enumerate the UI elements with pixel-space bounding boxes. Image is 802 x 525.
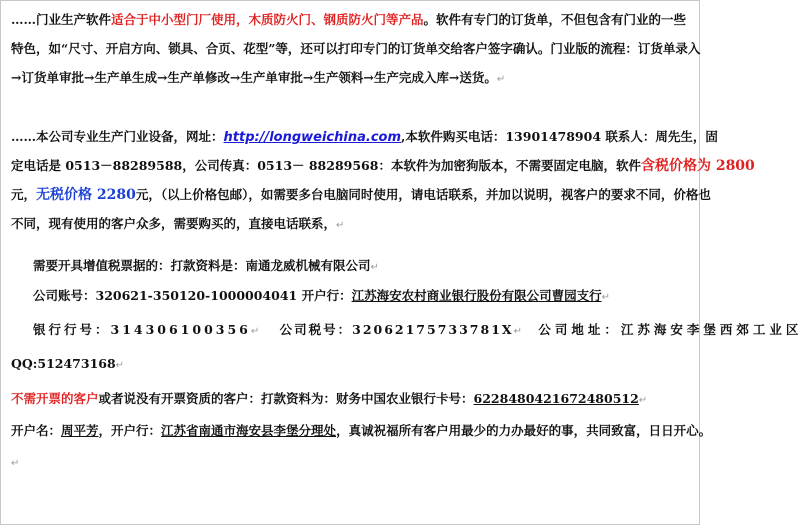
bank-line1: [33, 257, 691, 277]
bank-line6: [11, 422, 712, 440]
text-customers: 不同，现有使用的客户众多，需要购买的，直接电话联系，: [11, 216, 337, 231]
price-without-tax: 无税价格 2280: [36, 187, 136, 203]
text-contact: ,本软件购买电话：13901478904 联系人：周先生，固: [401, 129, 718, 144]
paragraph-mark: ↵: [496, 74, 506, 85]
text-branch-name: 江苏省南通市海安县李堡分理处: [161, 423, 337, 438]
text-card-info: 或者说没有开票资质的客户：打款资料为：财务中国农业银行卡号：: [98, 391, 474, 406]
para1-line3: [11, 69, 691, 89]
bank-line7: [11, 453, 691, 473]
price-with-tax: 含税价格为 2800: [640, 158, 755, 174]
paragraph-mark: ↵: [638, 395, 648, 406]
text-invoice-info: 需要开具增值税票据的：打款资料是：南通龙威机械有限公司: [33, 258, 371, 273]
paragraph-mark: ↵: [115, 360, 125, 371]
para2-line4: [11, 215, 691, 235]
text-qq: QQ:512473168: [11, 356, 116, 371]
para1-line1: [11, 11, 691, 29]
paragraph-mark: ↵: [370, 262, 379, 273]
bank-line4: [11, 355, 691, 375]
bank-line2: [33, 287, 691, 307]
text-company-address: 公司地址：江苏海安李堡西郊工业区: [538, 322, 802, 337]
para2-line3: [11, 186, 711, 204]
bank-line5: [11, 390, 691, 410]
text-yuan: 元，: [11, 187, 37, 202]
paragraph-mark: ↵: [513, 326, 522, 337]
text-intro: ……门业生产软件: [11, 12, 112, 27]
para1-line2: [11, 40, 701, 58]
text-workflow: →订货单审批→生产单生成→生产单修改→生产单审批→生产领料→生产完成入库→送货。: [11, 70, 497, 85]
paragraph-mark: ↵: [11, 458, 20, 469]
text-pricing-note: 元，（以上价格包邮），如需要多台电脑同时使用，请电话联系，并加以说明，视客户的要求不同，价格也: [135, 187, 711, 202]
text-card-number: 6228480421672480512: [473, 391, 639, 406]
para2-line1: [11, 128, 718, 147]
text-account-name: 周平芳: [61, 423, 99, 438]
highlight-target-products: 适合于中小型门厂使用，木质防火门、钢质防火门等产品: [111, 12, 424, 27]
paragraph-mark: ↵: [601, 292, 610, 303]
text-tax-id: 公司税号：32062175733781X: [279, 322, 514, 337]
text-phone-fax: 定电话是 0513－88289588，公司传真：0513－ 88289568：本软件为加密狗版本，不需要固定电脑，软件: [11, 158, 641, 173]
text-bank-code: 银行行号：314306100356: [33, 322, 251, 337]
text-intro-cont: 。软件有专门的订货单，不但包含有门业的一些: [423, 12, 687, 27]
website-link[interactable]: http://longweichina.com: [223, 130, 401, 145]
text-account-number: 公司账号：320621-350120-1000004041 开户行：: [33, 288, 352, 303]
text-no-invoice-customers: 不需开票的客户: [11, 391, 99, 406]
text-account-name-label: 开户名：: [11, 423, 62, 438]
paragraph-mark: ↵: [250, 326, 260, 337]
para2-line2: [11, 157, 755, 175]
text-blessing: ，真诚祝福所有客户用最少的力办最好的事，共同致富，日日开心。: [336, 423, 712, 438]
text-company-intro: ……本公司专业生产门业设备，网址：: [11, 129, 224, 144]
text-bank-branch: 江苏海安农村商业银行股份有限公司曹园支行: [351, 288, 602, 303]
paragraph-mark: ↵: [336, 220, 345, 231]
text-branch-label: ，开户行：: [98, 423, 162, 438]
bank-line3: [33, 321, 802, 341]
text-features: 特色，如“尺寸、开启方向、锁具、合页、花型”等，还可以打印专门的订货单交给客户签字确认。门业版的流程：订货单录入: [11, 41, 701, 56]
